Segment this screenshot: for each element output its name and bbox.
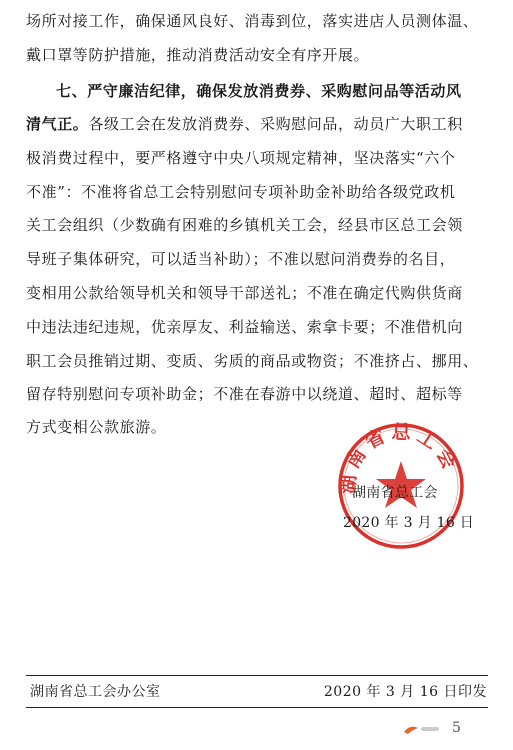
section-heading-end: 清气正。 xyxy=(26,115,89,133)
paragraph-line: 方式变相公款旅游。 xyxy=(26,418,167,436)
section-heading: 七、严守廉洁纪律，确保发放消费券、采购慰问品等活动风 xyxy=(56,82,462,100)
paragraph-line: 中违法违纪违规，优亲厚友、利益输送、索拿卡要；不准借机向 xyxy=(26,318,463,336)
paragraph-line: 留存特别慰问专项补助金；不准在春游中以绕道、超时、超标等 xyxy=(26,385,463,403)
paragraph-line: 职工会员推销过期、变质、劣质的商品或物资；不准挤占、挪用、 xyxy=(26,352,479,370)
paragraph-line: 关工会组织（少数确有困难的乡镇机关工会，经县市区总工会领 xyxy=(26,216,463,234)
paragraph-line: 不准”：不准将省总工会特别慰问专项补助金补助给各级党政机 xyxy=(26,183,456,201)
paragraph-line: 极消费过程中，要严格遵守中央八项规定精神，坚决落实“六个 xyxy=(26,149,456,167)
paragraph-line: 戴口罩等防护措施，推动消费活动安全有序开展。 xyxy=(26,46,370,64)
paragraph-line: 变相用公款给领导机关和领导干部送礼；不准在确定代购供货商 xyxy=(26,284,463,302)
footer-issuer: 湖南省总工会办公室 xyxy=(30,684,161,700)
paragraph-line: 导班子集体研究，可以适当补助）；不准以慰问消费券的名目， xyxy=(26,250,456,268)
signature-date: 2020 年 3 月 16 日 xyxy=(343,515,475,531)
paragraph-text: 各级工会在发放消费券、采购慰问品，动员广大职工积 xyxy=(88,115,463,133)
footer-print-date: 2020 年 3 月 16 日印发 xyxy=(323,684,487,700)
signature-org: 湖南省总工会 xyxy=(352,485,438,501)
watermark-icon xyxy=(402,722,442,736)
footer-rule-bottom xyxy=(26,707,488,708)
page-number: 5 xyxy=(452,720,461,736)
footer-rule-top xyxy=(26,675,488,676)
paragraph-line: 场所对接工作，确保通风良好、消毒到位，落实进店人员测体温、 xyxy=(26,12,479,30)
seal-arc-text: 湖南省总工会 xyxy=(337,421,463,495)
paragraph-line xyxy=(26,113,488,135)
